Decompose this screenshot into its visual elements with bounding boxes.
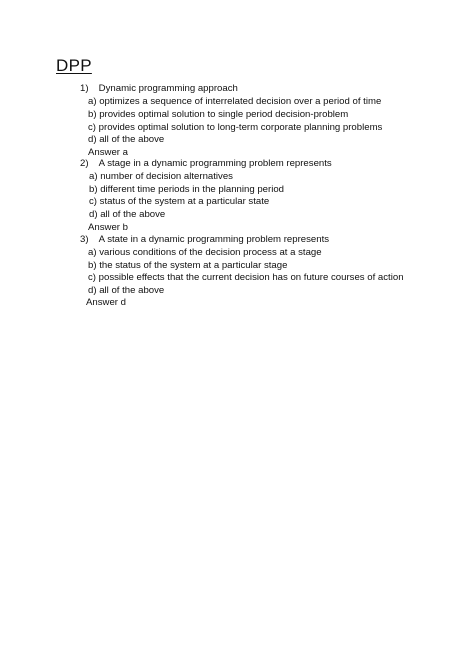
question-3-option-c: c) possible effects that the current decision has on future courses of action — [88, 272, 404, 283]
question-1-number: 1) — [80, 83, 89, 94]
question-1-answer: Answer a — [88, 147, 128, 158]
question-3-number: 3) — [80, 234, 89, 245]
question-2-option-a: a) number of decision alternatives — [89, 171, 233, 182]
question-2-option-c: c) status of the system at a particular state — [89, 196, 270, 207]
question-3-option-a: a) various conditions of the decision process at a stage — [88, 247, 322, 258]
question-1-text: Dynamic programming approach — [98, 83, 238, 94]
question-2-option-b: b) different time periods in the planning period — [89, 184, 285, 195]
question-2-answer: Answer b — [88, 222, 128, 233]
question-2 — [80, 158, 332, 170]
question-3-option-d: d) all of the above — [88, 285, 165, 296]
question-2-option-d: d) all of the above — [89, 209, 166, 220]
question-3-option-b: b) the status of the system at a particular stage — [88, 260, 288, 271]
question-1-option-c: c) provides optimal solution to long-term corporate planning problems — [88, 122, 383, 133]
question-2-number: 2) — [80, 158, 89, 169]
question-3 — [80, 234, 329, 246]
question-3-answer: Answer d — [86, 297, 126, 308]
question-1-option-b: b) provides optimal solution to single period decision-problem — [88, 109, 349, 120]
question-2-text: A stage in a dynamic programming problem represents — [98, 158, 332, 169]
question-1-option-d: d) all of the above — [88, 134, 165, 145]
question-1 — [80, 83, 238, 95]
question-3-text: A state in a dynamic programming problem represents — [98, 234, 330, 245]
document-title: DPP — [56, 56, 92, 75]
question-1-option-a: a) optimizes a sequence of interrelated decision over a period of time — [88, 96, 382, 107]
